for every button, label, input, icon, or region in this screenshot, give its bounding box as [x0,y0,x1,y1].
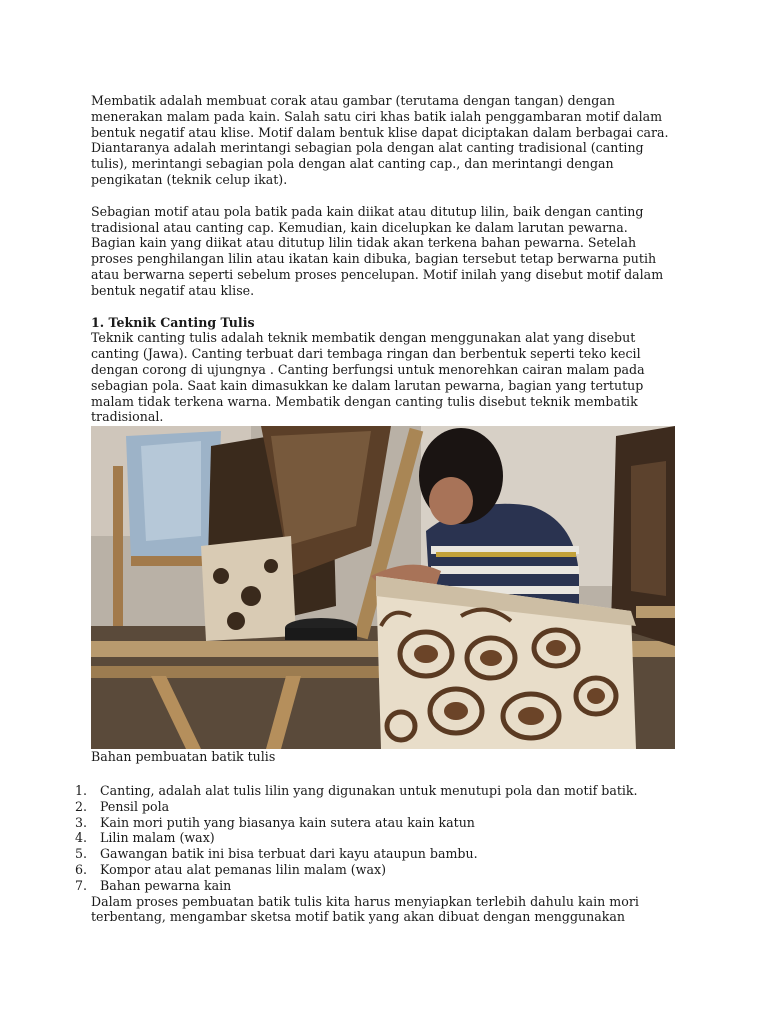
list-number: 2. [75,798,88,814]
list-item [75,815,660,831]
section-body: Teknik canting tulis adalah teknik membatik dengan menggunakan alat yang disebut canting (Jawa). Canting terbuat dari tembaga ringan dan berbentuk seperti teko kecil dengan corong di ujungnya . Canting berfungsi untuk menorehkan cairan malam pada sebagian pola. Saat kain dimasukkan ke dalam larutan pewarna, bagian yang tertutup malam tidak terkena warna. Membatik dengan canting tulis disebut teknik membatik tradisional. [91,330,645,425]
photo-caption: Bahan pembuatan batik tulis [91,749,276,765]
list-number: 3. [75,814,88,830]
intro-paragraph: Membatik adalah membuat corak atau gambar (terutama dengan tangan) dengan menerakan malam pada kain. Salah satu ciri khas batik ialah penggambaran motif dalam bentuk negatif atau klise. Motif dalam bentuk klise dapat diciptakan dalam berbagai cara. Diantaranya adalah merintangi sebagian pola dengan alat canting tradisional (canting tulis), merintangi sebagian pola dengan alat canting cap., dan merintangi dengan pengikatan (teknik celup ikat). [91,93,669,187]
batik-photo [91,426,675,749]
list-number: 1. [75,782,88,798]
process-paragraph: Sebagian motif atau pola batik pada kain diikat atau ditutup lilin, baik dengan canting tradisional atau canting cap. Kemudian, kain dicelupkan ke dalam larutan pewarna. Bagian kain yang diikat atau ditutup lilin tidak akan terkena bahan pewarna. Setelah proses penghilangan lilin atau ikatan kain dibuka, bagian tersebut tetap berwarna putih atau berwarna seperti sebelum proses pencelupan. Motif inilah yang disebut motif dalam bentuk negatif atau klise. [91,203,664,298]
materials-list [75,783,660,894]
list-item [75,878,660,894]
list-item [75,799,660,815]
list-text: Kompor atau alat pemanas lilin malam (wax) [100,861,386,877]
list-item [75,783,660,799]
list-text: Gawangan batik ini bisa terbuat dari kayu ataupun bambu. [100,846,478,862]
list-number: 6. [75,861,88,877]
list-text: Bahan pewarna kain [100,877,232,893]
list-text: Pensil pola [100,798,170,814]
list-item [75,846,660,862]
list-text: Kain mori putih yang biasanya kain sutera atau kain katun [100,814,475,830]
list-number: 5. [75,846,88,862]
list-number: 4. [75,830,88,846]
closing-paragraph: Dalam proses pembuatan batik tulis kita harus menyiapkan terlebih dahulu kain mori terbentang, mengambar sketsa motif batik yang akan dibuat dengan menggunakan [91,893,639,925]
list-text: Canting, adalah alat tulis lilin yang digunakan untuk menutupi pola dan motif batik. [100,782,638,798]
list-text: Lilin malam (wax) [100,830,215,846]
list-item [75,830,660,846]
section-heading: 1. Teknik Canting Tulis [91,314,255,330]
list-number: 7. [75,877,88,893]
document-page [75,93,676,925]
list-item [75,862,660,878]
